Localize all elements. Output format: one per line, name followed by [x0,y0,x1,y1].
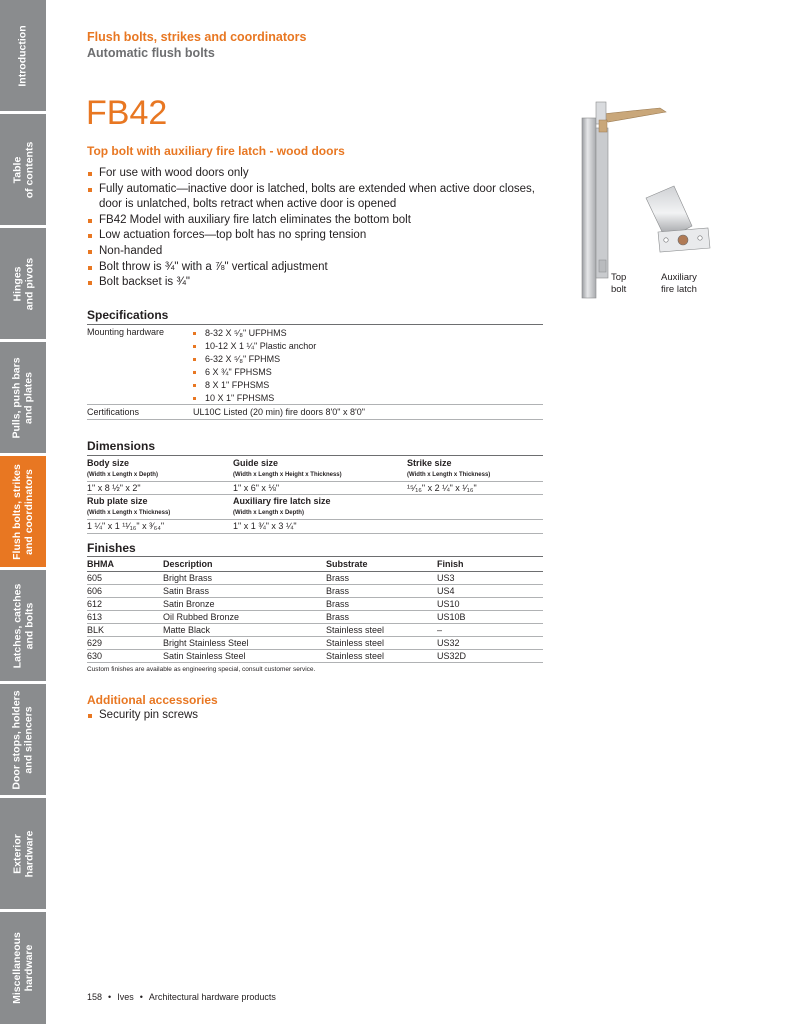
page-number: 158 [87,992,103,1002]
tab-latches-catches[interactable] [0,570,46,684]
table-cell: Satin Stainless Steel [163,649,326,662]
feature-item: Bolt backset is ¾" [87,275,537,291]
product-image [568,100,728,310]
table-row [87,571,543,584]
finishes-table [87,558,543,663]
tab-label: Door stops, holders and silencers [11,689,35,790]
table-row [87,623,543,636]
divider [87,519,543,520]
feature-item: Non-handed [87,244,537,260]
footer-brand: Ives [117,992,134,1002]
column-header: Description [163,558,326,571]
table-cell: Bright Stainless Steel [163,636,326,649]
table-cell: Stainless steel [326,623,437,636]
table-cell: 606 [87,584,163,597]
tab-label: Table of contents [11,141,35,198]
table-cell: Brass [326,597,437,610]
table-cell: 629 [87,636,163,649]
footer-separator: • [139,992,143,1002]
flush-bolt-illustration [568,100,728,310]
feature-item: Low actuation forces—top bolt has no spring tension [87,228,537,244]
table-cell: BLK [87,623,163,636]
table-cell: Oil Rubbed Bronze [163,610,326,623]
table-row [87,584,543,597]
mounting-item: 6 X ¾" FPHSMS [193,366,316,379]
tab-label: Exterior hardware [11,830,35,877]
accessory-item: Security pin screws [87,708,198,723]
model-subtitle: Top bolt with auxiliary fire latch - wood doors [87,144,345,158]
table-cell: Stainless steel [326,636,437,649]
column-header: Finish [437,558,543,571]
table-cell: – [437,623,543,636]
divider [87,481,543,482]
table-cell: US10 [437,597,543,610]
table-cell: US10B [437,610,543,623]
table-cell: US32 [437,636,543,649]
table-cell: Satin Brass [163,584,326,597]
footer-separator: • [108,992,112,1002]
mounting-item: 6-32 X ⁵⁄₈" FPHMS [193,353,316,366]
feature-item: FB42 Model with auxiliary fire latch eliminates the bottom bolt [87,213,537,229]
mounting-item: 10-12 X 1 ¼" Plastic anchor [193,340,316,353]
table-cell: Satin Bronze [163,597,326,610]
table-cell: Bright Brass [163,571,326,584]
certifications-label: Certifications [87,407,140,417]
certifications-value: UL10C Listed (20 min) fire doors 8'0" x 8'0" [193,407,365,417]
strike-size-heading: Strike size [407,458,452,468]
table-cell: Matte Black [163,623,326,636]
guide-size-subhead: (Width x Length x Height x Thickness) [233,472,342,478]
tab-miscellaneous-hardware[interactable] [0,912,46,1024]
table-cell: 630 [87,649,163,662]
table-row [87,610,543,623]
feature-item: For use with wood doors only [87,166,537,182]
tab-introduction[interactable] [0,0,46,114]
tab-door-stops[interactable] [0,684,46,798]
table-row [87,636,543,649]
divider [87,419,543,420]
table-cell: US32D [437,649,543,662]
table-cell: US3 [437,571,543,584]
tab-label: Latches, catches and bolts [11,583,36,668]
divider [87,494,543,495]
tab-pulls-push-bars[interactable] [0,342,46,456]
table-row [87,597,543,610]
table-header-row [87,558,543,571]
finishes-heading: Finishes [87,541,136,555]
finishes-note: Custom finishes are available as engineering special, consult customer service. [87,666,316,673]
table-row [87,649,543,662]
feature-item: Fully automatic—inactive door is latched, bolts are extended when active door closes, door is unlatched, bolts retract when active door is opened [87,182,537,213]
body-size-heading: Body size [87,458,130,468]
tab-table-of-contents[interactable] [0,114,46,228]
mounting-hardware-list [193,327,316,405]
feature-list [87,166,537,291]
divider [87,533,543,534]
table-cell: 612 [87,597,163,610]
table-cell: 613 [87,610,163,623]
table-cell: Brass [326,584,437,597]
tab-exterior-hardware[interactable] [0,798,46,912]
footer-book-title: Architectural hardware products [148,992,276,1002]
aux-latch-size-subhead: (Width x Length x Depth) [233,510,304,516]
strike-size-value: ¹⁵⁄₁₆" x 2 ¼" x ¹⁄₁₆" [407,483,477,493]
specifications-heading: Specifications [87,308,169,322]
divider [87,404,543,405]
page-footer [87,992,276,1002]
table-cell: Stainless steel [326,649,437,662]
dimensions-heading: Dimensions [87,439,156,453]
model-title: FB42 [86,94,168,132]
tab-label: Hinges and pivots [11,257,36,310]
caption-top-bolt: Top bolt [611,272,627,295]
divider [87,324,543,325]
feature-item: Bolt throw is ¾" with a ⅞" vertical adjustment [87,260,537,276]
column-header: Substrate [326,558,437,571]
tab-flush-bolts[interactable] [0,456,46,570]
mounting-item: 10 X 1" FPHSMS [193,392,316,405]
mounting-item: 8 X 1" FPHSMS [193,379,316,392]
table-cell: 605 [87,571,163,584]
tab-label: Miscellaneous hardware [11,932,35,1004]
body-size-value: 1" x 8 ½" x 2" [87,483,141,493]
rub-plate-size-heading: Rub plate size [87,496,148,506]
tab-label: Introduction [17,24,29,87]
guide-size-heading: Guide size [233,458,279,468]
section-tabs [0,0,46,1024]
tab-hinges-and-pivots[interactable] [0,228,46,342]
rub-plate-size-value: 1 ¼" x 1 ¹¹⁄₁₆" x ³⁄₆₄" [87,521,165,531]
divider [87,556,543,557]
aux-latch-size-heading: Auxiliary fire latch size [233,496,331,506]
section-subtitle: Automatic flush bolts [87,46,215,60]
body-size-subhead: (Width x Length x Depth) [87,472,158,478]
section-title: Flush bolts, strikes and coordinators [87,30,307,44]
mounting-item: 8-32 X ⁵⁄₈" UFPHMS [193,327,316,340]
tab-label: Flush bolts, strikes and coordinators [11,463,36,560]
divider [87,455,543,456]
table-cell: US4 [437,584,543,597]
guide-size-value: 1" x 6" x ⅛" [233,483,280,493]
table-cell: Brass [326,610,437,623]
aux-latch-size-value: 1" x 1 ¾" x 3 ¼" [233,521,297,531]
accessories-heading: Additional accessories [87,693,218,707]
accessories-list [87,708,198,723]
rub-plate-size-subhead: (Width x Length x Thickness) [87,510,171,516]
table-cell: Brass [326,571,437,584]
caption-aux-latch: Auxiliary fire latch [661,272,697,295]
strike-size-subhead: (Width x Length x Thickness) [407,472,491,478]
tab-label: Pulls, push bars and plates [11,356,36,439]
mounting-hardware-label: Mounting hardware [87,327,165,337]
column-header: BHMA [87,558,163,571]
